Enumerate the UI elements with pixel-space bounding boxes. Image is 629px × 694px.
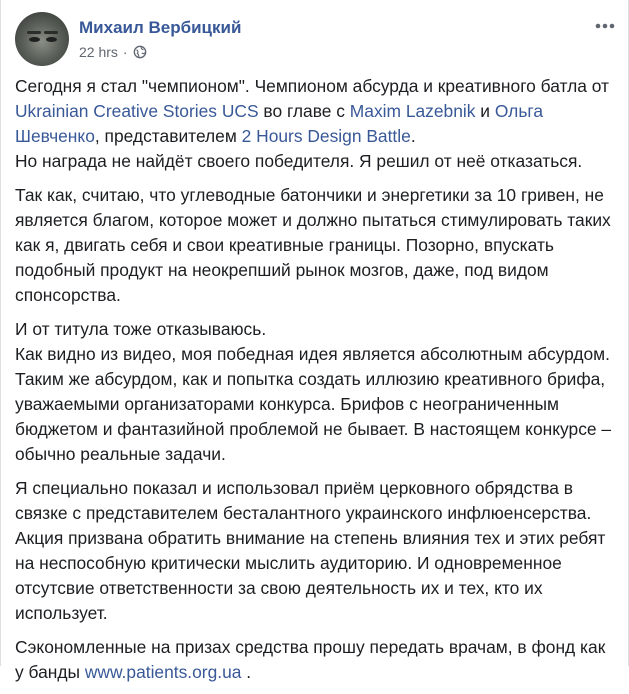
- meta-separator: ·: [122, 44, 128, 60]
- post-link[interactable]: Maxim Lazebnik: [349, 101, 476, 121]
- post-text: Но награда не найдёт своего победителя. Я решил от неё отказаться.: [15, 151, 583, 171]
- post-link[interactable]: Ольга Шевченко: [15, 101, 544, 146]
- post-body: [15, 74, 616, 694]
- post-text: во главе с: [258, 101, 350, 121]
- post-meta: [79, 44, 147, 60]
- post-link[interactable]: 2 Hours Design Battle: [241, 126, 411, 146]
- post-text: Сегодня я стал "чемпионом". Чемпионом абсурда и креативного батла от: [15, 76, 610, 96]
- post-text: Так как, считаю, что углеводные батончики и энергетики за 10 гривен, не является благом, которое может и должно пытаться стимулировать таких как я, двигать себя и свои креативные границы. Позорно, впускать подобный продукт на неокрепший рынок мозгов, даже, под видом спонсорства.: [15, 185, 611, 305]
- globe-icon[interactable]: [133, 45, 147, 59]
- post-link[interactable]: www.patients.org.ua: [84, 662, 242, 682]
- post-timestamp[interactable]: 22 hrs: [79, 44, 118, 60]
- author-name[interactable]: Михаил Вербицкий: [79, 18, 242, 37]
- more-horiz-icon[interactable]: [594, 16, 616, 36]
- post-text: Сэкономленные на призах средства прошу передать врачам, в фонд как у банды: [15, 637, 606, 682]
- post-text: Как видно из видео, моя победная идея является абсолютным абсурдом. Таким же абсурдом, как и попытка создать иллюзию креативного брифа, уважаемыми организаторами конкурса. Брифов с неограниченным бюджетом и фантазийной проблемой не бывает. В настоящем конкурсе – обычно реальные задачи.: [15, 344, 612, 464]
- post-paragraph: [15, 317, 616, 467]
- post-paragraph: [15, 635, 616, 685]
- post-text: .: [410, 126, 416, 146]
- author-avatar[interactable]: [15, 12, 69, 66]
- post-text: .: [241, 662, 252, 682]
- post-text: , представителем: [94, 126, 242, 146]
- post-paragraph: [15, 183, 616, 308]
- post-link[interactable]: Ukrainian Creative Stories UCS: [15, 101, 259, 121]
- post-text: и: [475, 101, 495, 121]
- post-text: И от титула тоже отказываюсь.: [15, 319, 267, 339]
- post-text: Я специально показал и использовал приём церковного обрядства в связке с представителем бесталантного украинского инфлюенсерства. Акция призвана обратить внимание на степень влияния тех и этих ребят на неспособную критически мыслить аудиторию. И одновременное отсутсвие ответственности за свою деятельность их и тех, кто их использует.: [15, 478, 606, 623]
- post-header: [15, 12, 618, 64]
- post-paragraph: [15, 74, 616, 174]
- post-paragraph: [15, 476, 616, 626]
